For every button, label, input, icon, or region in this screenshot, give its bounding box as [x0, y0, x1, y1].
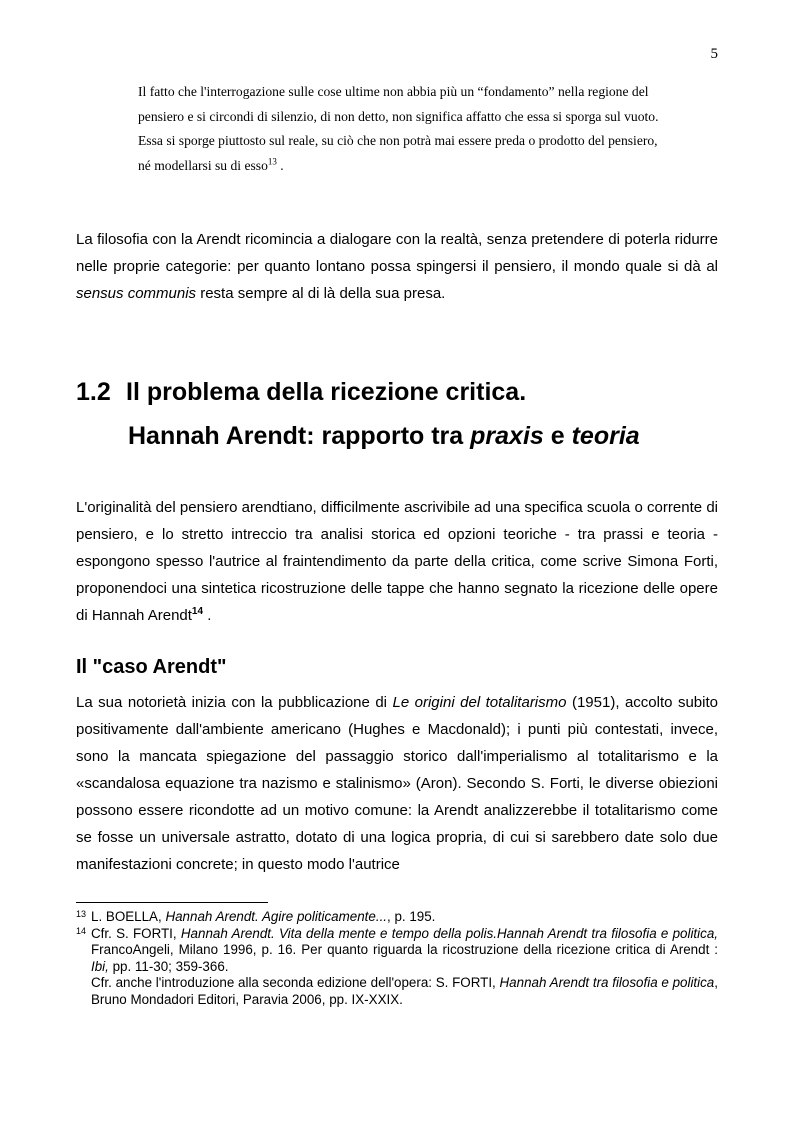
- footnote-title: Hannah Arendt tra filosofia e politica: [499, 975, 715, 990]
- heading-emphasis: teoria: [571, 422, 640, 450]
- heading-text: Hannah Arendt: rapporto tra: [128, 422, 471, 450]
- footnote-title: Hannah Arendt. Vita della mente e tempo della polis.Hannah Arendt tra filosofia e politica,: [180, 925, 718, 941]
- footnote-title: Hannah Arendt. Agire politicamente...: [165, 909, 388, 924]
- paragraph-text: La filosofia con la Arendt ricomincia a dialogare con la realtà, senza pretendere di poterla ridurre nelle proprie categorie: per quanto lontano possa spingersi il pensiero, il mondo quale si dà al: [76, 231, 718, 275]
- footnote-ref-14[interactable]: 14: [191, 606, 204, 617]
- section-number: 1.2: [76, 378, 111, 406]
- footnote-ref-13[interactable]: 13: [267, 155, 277, 166]
- paragraph-text: La sua notorietà inizia con la pubblicazione di: [76, 694, 393, 711]
- footnote-text: FrancoAngeli, Milano 1996, p. 16. Per quanto riguarda la ricostruzione della ricezione critica di Arendt :: [91, 942, 718, 957]
- quote-line: pensiero e si circondi di silenzio, di non detto, non significa affatto che essa si sporga sul vuoto.: [138, 108, 659, 124]
- footnote-text: , p. 195.: [387, 909, 436, 924]
- footnote-mark: 13: [76, 909, 87, 919]
- paragraph-end: .: [203, 607, 212, 624]
- heading-text: e: [543, 422, 572, 450]
- footnote-13: [76, 909, 718, 926]
- paragraph-3: [76, 689, 718, 878]
- footnote-text: L. BOELLA,: [91, 909, 166, 924]
- quote-text: né modellarsi su di esso: [138, 157, 268, 173]
- quote-line: [138, 154, 718, 179]
- paragraph-2: [76, 494, 718, 629]
- footnote-mark: 14: [76, 925, 87, 936]
- quote-line: Il fatto che l'interrogazione sulle cose ultime non abbia più un “fondamento” nella regione del: [138, 84, 649, 99]
- footnotes: [76, 909, 718, 1008]
- heading-emphasis: praxis: [470, 422, 544, 450]
- footnote-text: Cfr. S. FORTI,: [91, 925, 181, 941]
- section-heading: [76, 377, 756, 407]
- paragraph-text: (1951), accolto subito positivamente dall'ambiente americano (Hughes e Macdonald); i punti più contestati, invece, sono la mancata spiegazione del passaggio storico dall'imperialismo al totalitarismo e la «scandalosa equazione tra nazismo e stalinismo» (Aron). Secondo S. Forti, le diverse obiezioni possono essere ricondotte ad un motivo comune: la Arendt analizzerebbe il totalitarismo come se fosse un universale astratto, dotato di una logica propria, di cui si sarebbero date solo due manifestazioni concrete; in questo modo l'autrice: [76, 694, 718, 873]
- quote-line: Essa si sporge piuttosto sul reale, su ciò che non potrà mai essere preda o prodotto del pensiero,: [138, 133, 658, 148]
- emphasis-text: sensus communis: [76, 285, 197, 302]
- section-title-line2: [128, 421, 794, 451]
- paragraph-text: resta sempre al di là della sua presa.: [196, 285, 446, 302]
- page-number: 5: [710, 46, 718, 62]
- footnote-text: pp. 11-30; 359-366.: [108, 958, 229, 974]
- block-quote: [138, 80, 718, 178]
- footnote-14: [76, 926, 718, 1009]
- footnote-text: Cfr. anche l'introduzione alla seconda edizione dell'opera: S. FORTI,: [91, 975, 500, 990]
- paragraph-text: L'originalità del pensiero arendtiano, difficilmente ascrivibile ad una specifica scuola o corrente di pensiero, e lo stretto intreccio tra analisi storica ed opzioni teoriche - tra prassi e teoria - espongono spesso l'autrice al fraintendimento da parte della critica, come scrive Simona Forti, proponendoci una sintetica ricostruzione delle tappe che hanno segnato la ricezione delle opere di Hannah Arendt: [76, 499, 718, 624]
- section-title-line1: Il problema della ricezione critica.: [126, 378, 527, 406]
- book-title: Le origini del totalitarismo: [392, 694, 567, 711]
- paragraph-1: [76, 226, 718, 307]
- subheading: Il "caso Arendt": [76, 656, 227, 678]
- footnote-title: Ibi,: [91, 958, 109, 974]
- footnote-separator: [76, 902, 268, 903]
- footnote-text: , Bruno Mondadori Editori, Paravia 2006, pp. IX-XXIX.: [91, 975, 718, 1007]
- quote-end: .: [276, 157, 284, 173]
